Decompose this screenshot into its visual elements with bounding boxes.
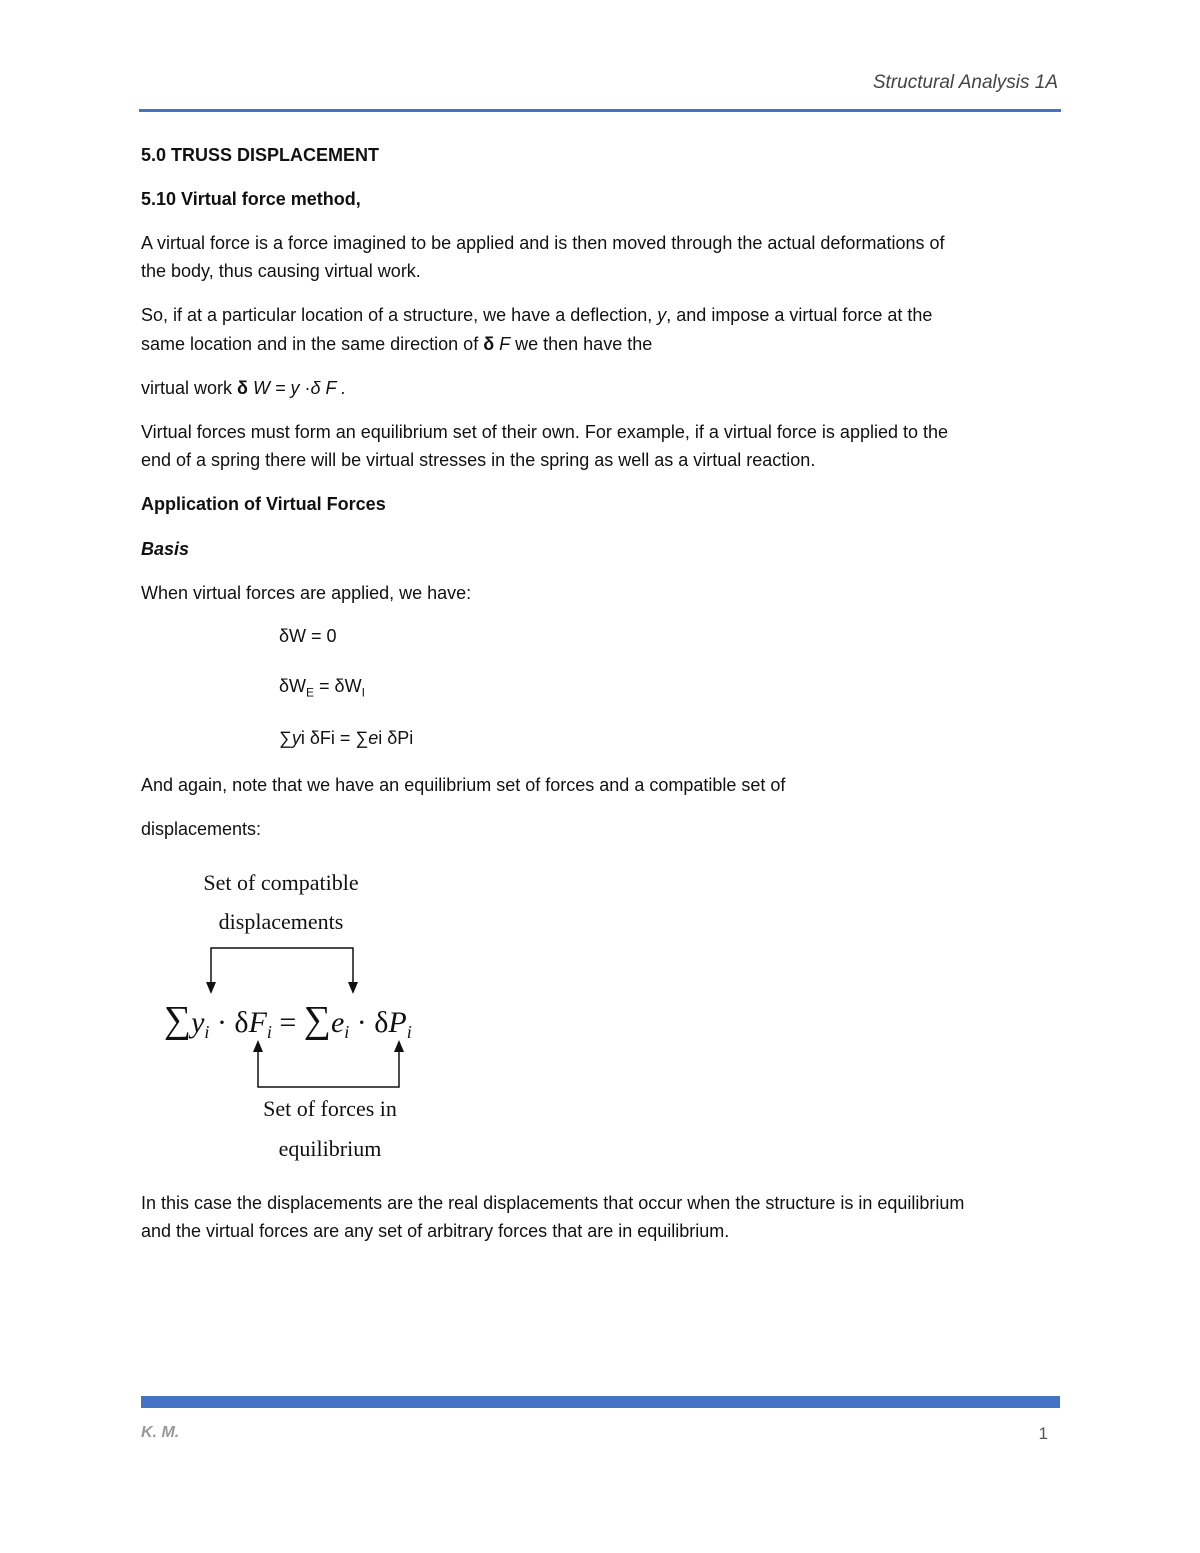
virtual-work-line xyxy=(141,374,346,403)
section-heading: 5.0 TRUSS DISPLACEMENT xyxy=(141,145,380,165)
subsection-heading: 5.10 Virtual force method, xyxy=(141,189,361,209)
figure-top-label-line-1: Set of compatible xyxy=(203,870,359,895)
subscript: E xyxy=(306,685,315,700)
paragraph-1-line-2: the body, thus causing virtual work. xyxy=(141,261,421,281)
paragraph-2-line-2 xyxy=(141,330,652,359)
arrow-head-down-left xyxy=(206,982,216,994)
bottom-bracket-arrow xyxy=(258,1050,399,1087)
text-run: virtual work xyxy=(141,378,238,398)
arrow-head-down-right xyxy=(348,982,358,994)
again-line-1: And again, note that we have an equilibrium set of forces and a compatible set of xyxy=(141,775,786,795)
paragraph-3-line-1: Virtual forces must form an equilibrium set of their own. For example, if a virtual force is applied to the xyxy=(141,422,949,442)
equation-2 xyxy=(279,676,365,700)
when-line: When virtual forces are applied, we have: xyxy=(141,583,472,603)
footer-author: K. M. xyxy=(141,1424,180,1441)
header-rule xyxy=(139,109,1061,112)
text-run: we then have the xyxy=(510,334,653,354)
text-run: δW xyxy=(279,676,307,696)
figure-top-label-line-2: displacements xyxy=(218,909,344,934)
delta-symbol: δ xyxy=(483,334,500,354)
equation-1: δW = 0 xyxy=(279,626,337,646)
variable-y: y xyxy=(657,305,667,325)
paragraph-3-line-2: end of a spring there will be virtual stresses in the spring as well as a virtual reaction. xyxy=(141,450,816,470)
top-bracket-arrow xyxy=(211,948,353,984)
final-line-2: and the virtual forces are any set of arbitrary forces that are in equilibrium. xyxy=(141,1221,730,1241)
variable-F: F xyxy=(499,334,511,354)
delta-symbol: δ xyxy=(237,378,253,398)
again-line-2: displacements: xyxy=(141,819,262,839)
text-run: i δP xyxy=(378,728,410,748)
footer-bar xyxy=(141,1396,1060,1408)
virtual-work-figure xyxy=(150,862,440,1162)
subscript: I xyxy=(361,685,365,700)
final-line-1: In this case the displacements are the real displacements that occur when the structure is in equilibrium xyxy=(141,1193,965,1213)
basis-heading: Basis xyxy=(141,539,190,559)
paragraph-2-line-1 xyxy=(141,301,932,330)
variable-e: e xyxy=(368,728,379,748)
text-run: i = ∑ xyxy=(330,728,369,748)
text-run: i xyxy=(409,728,414,748)
page-number: 1 xyxy=(1038,1424,1048,1443)
text-run: So, if at a particular location of a structure, we have a deflection, xyxy=(141,305,658,325)
arrow-head-up-right xyxy=(394,1040,404,1052)
paragraph-1-line-1: A virtual force is a force imagined to be applied and is then moved through the actual deformations of xyxy=(141,233,945,253)
arrow-head-up-left xyxy=(253,1040,263,1052)
text-run: i δF xyxy=(300,728,331,748)
figure-bottom-label-line-2: equilibrium xyxy=(278,1136,382,1161)
virtual-work-formula: W = y ·δ F . xyxy=(252,378,347,398)
text-run: , and impose a virtual force at the xyxy=(666,305,933,325)
variable-y: y xyxy=(291,728,301,748)
text-run: = δW xyxy=(314,676,362,696)
figure-bottom-label-line-1: Set of forces in xyxy=(263,1096,397,1121)
text-run: same location and in the same direction of xyxy=(141,334,484,354)
sum-symbol: ∑ xyxy=(279,728,292,748)
figure-equation: $\sum y_i \cdot \delta F_i = \sum e_i \cdot \delta P_i$ xyxy=(164,999,412,1042)
running-header: Structural Analysis 1A xyxy=(872,72,1058,93)
equation-3 xyxy=(279,728,413,749)
application-heading: Application of Virtual Forces xyxy=(141,494,386,514)
